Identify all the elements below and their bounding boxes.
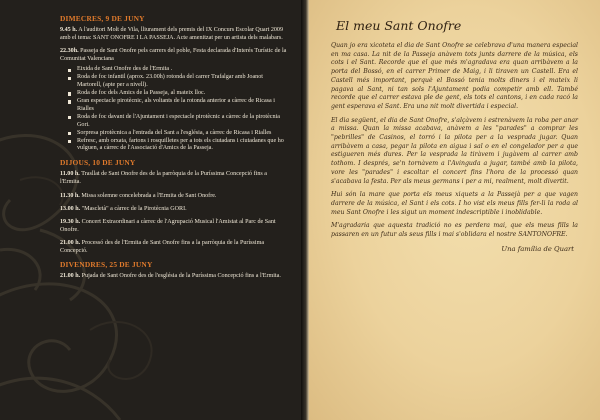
event-text: "Mascletà" a càrrec de la Pirotècnia GORI. bbox=[80, 205, 187, 212]
event-time: 13.00 h. bbox=[60, 205, 81, 212]
letter-paragraph: Quan jo era xicoteta el dia de Sant Onofre se celebrava d'una manera especial en ma casa. La nit de la Passeja anàvem tots junts darrere de la música, els cots i el Sant. Recorde que el que més m'agradava era quan arribàvem a la porta del Bossó, en el carrer Primer de Maig, i li tiraven un Castell. Era el Castell més important, perquè el Bossó tenia molts diners i el mateix li pagava al Sant, ni tan sols l'Ajuntament podia competir amb ell. També recorde que el carrer estava ple de gent, els tots el cantons, i en cada racó la gent esperava el Sant. Era una nit molt divertida i especial. bbox=[331, 42, 578, 110]
letter-body bbox=[331, 42, 578, 240]
event-text: Pujada de Sant Onofre des de l'església de la Puríssima Concepció fins a l'Ermita. bbox=[80, 273, 281, 280]
list-item: Gran espectacle pirotècnic, als voltants de la rotonda anterior a càrrec de Ricasa i Rialles bbox=[68, 98, 287, 114]
section-divendres bbox=[60, 260, 287, 280]
list-item: Roda de foc dels Amics de la Passeja, al mateix lloc. bbox=[68, 90, 287, 98]
day-heading: DIJOUS, 10 DE JUNY bbox=[60, 158, 136, 168]
event-text: Trasllat de Sant Onofre des de la parròquia de la Puríssima Concepció fins a l'Ermita. bbox=[60, 171, 267, 186]
letter-title: El meu Sant Onofre bbox=[336, 18, 462, 33]
list-item: Refresc, amb orxata, fartons i rosquilletes per a tots els ciutadans i ciutadanes que ho vulguen, a càrrec de l'Associació d'Amics de la Passeja. bbox=[68, 138, 287, 154]
event-bullet-list bbox=[68, 66, 287, 153]
event-text: Concert Extraordinari a càrrec de l'Agrupació Musical l'Amistat al Parc de Sant Onofre. bbox=[60, 218, 276, 233]
event-text: Processó des de l'Ermita de Sant Onofre fins a la parròquia de la Puríssima Concepció. bbox=[60, 239, 265, 254]
event-entry bbox=[60, 218, 287, 234]
program-content bbox=[60, 14, 287, 280]
event-entry bbox=[60, 170, 287, 186]
event-text: Missa solemne concelebrada a l'Ermita de Sant Onofre. bbox=[79, 192, 217, 199]
event-time: 9.45 h. bbox=[60, 27, 78, 33]
section-dimecres bbox=[60, 14, 287, 153]
event-entry bbox=[60, 205, 287, 213]
event-entry bbox=[60, 47, 287, 63]
day-heading: DIVENDRES, 25 DE JUNY bbox=[60, 260, 153, 270]
day-heading: DIMECRES, 9 DE JUNY bbox=[60, 14, 145, 23]
event-entry bbox=[60, 272, 287, 280]
event-time: 19.30 h. bbox=[60, 218, 81, 225]
event-time: 22.30h. bbox=[60, 48, 79, 55]
letter-paragraph: El dia següent, el dia de Sant Onofre, s'alçàvem i estrenàvem la roba per anar a missa. Quan la missa acabava, anàvem a les "parades" a comprar les "pebrilles" de Casinos, el torró i la pilota per a la vesprada jugar. Quan arribàvem a casa, pegar la pilota en aigua i sal o en el congelador per a que estigueren més dures. Per la vesprada la tiràvem i jugàvem al carrer amb tothom. I després, se'n tornàvem a l'Avinguda a jugar, també amb la pilota, vore les "parades" i escoltar el concert fins l'hora de la processó quan s'acabava la festa. Per als meus germans i per a mi, realment, molt divertit. bbox=[331, 116, 578, 185]
event-time: 11.00 h. bbox=[60, 171, 80, 178]
letter-panel bbox=[309, 0, 600, 420]
event-entry bbox=[60, 239, 287, 255]
event-text: Passeja de Sant Onofre pels carrers del poble, Festa declarada d'Interés Turístic de la Comunitat Valenciana bbox=[60, 48, 287, 63]
list-item: Roda de foc infantil (aprox. 23.00h) rotonda del carrer Trafalgar amb Joanot Martorell, (apte per a nivell). bbox=[68, 74, 287, 90]
letter-signature: Una família de Quart bbox=[501, 244, 574, 253]
event-text: A l'auditori Molt de Vila, lliurament dels premis del IX Concurs Escolar Quart 2009 amb el tema: SANT ONOFRE I LA PASSEJA. Acte amenitzat per un artista dels malabars. bbox=[60, 27, 284, 42]
section-dijous bbox=[60, 158, 287, 255]
event-entry bbox=[60, 192, 287, 200]
list-item: Sorpresa pirotècnica a l'entrada del Sant a l'església, a càrrec de Ricasa i Rialles bbox=[68, 130, 287, 138]
event-time: 21.00 h. bbox=[60, 273, 81, 280]
page-fold bbox=[301, 0, 309, 420]
letter-paragraph: M'agradaria que aquesta tradició no es perdera mai, que els meus fills la passaren en un futur als seus fills i mai s'oblidara el nostre SANTONOFRE. bbox=[331, 222, 578, 239]
event-time: 21.00 h. bbox=[60, 239, 81, 246]
list-item: Roda de foc davant de l'Ajuntament i espectacle pirotècnic a càrrec de la pirotècnia Gori. bbox=[68, 114, 287, 130]
list-item: Eixida de Sant Onofre des de l'Ermita . bbox=[68, 66, 287, 74]
event-entry bbox=[60, 26, 287, 42]
letter-paragraph: Hui són la mare que porta els meus xiquets a la Passejà per a que vagen darrere de la música, el Sant i els cots. I ho vist els meus fills fer-li la roda al meu Sant Onofre i les sigut un moment indescriptible i inoblidable. bbox=[331, 191, 578, 216]
event-time: 11.30 h. bbox=[60, 192, 80, 199]
